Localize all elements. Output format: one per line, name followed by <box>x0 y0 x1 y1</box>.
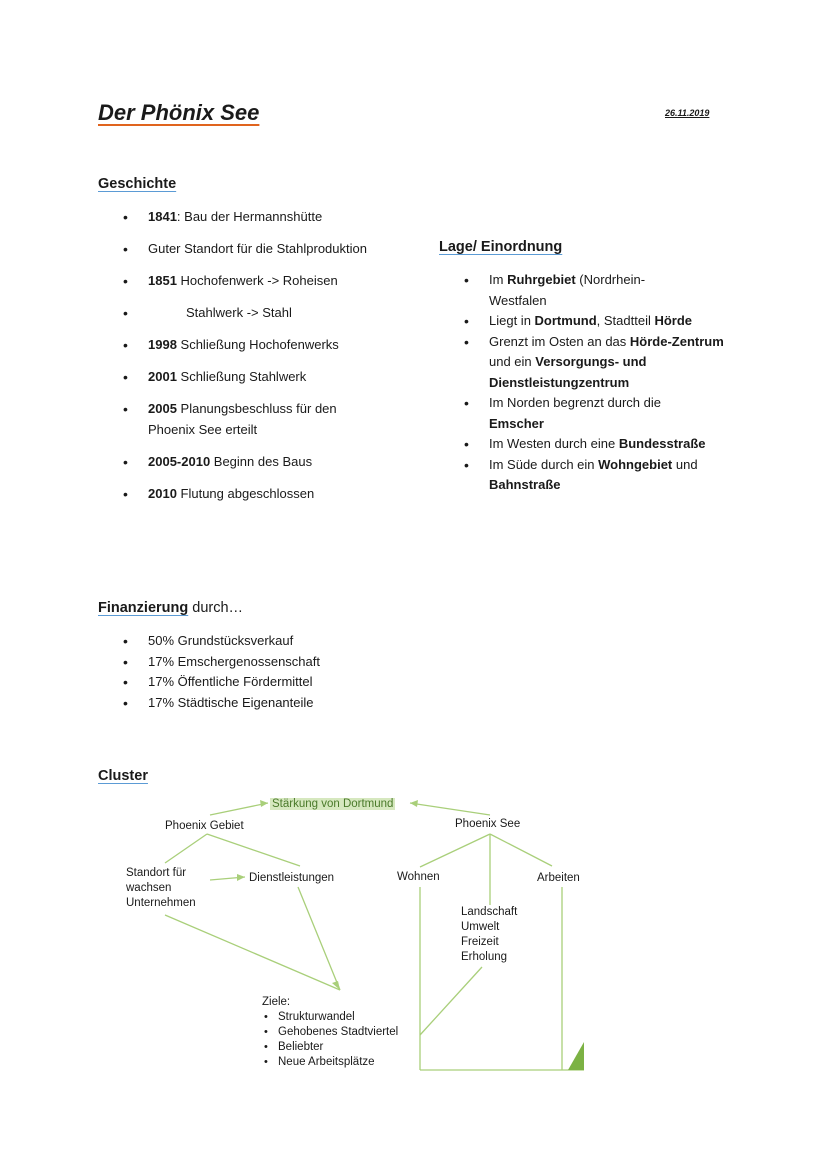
arrowhead <box>410 800 418 807</box>
edge-line <box>165 834 207 863</box>
section-heading-geschichte: Geschichte <box>98 176 177 192</box>
edge-line <box>207 834 300 866</box>
list-item: • 2005-2010 Beginn des Baus <box>148 452 408 473</box>
list-item: • 50% Grundstücksverkauf <box>148 631 448 652</box>
list-item: • Strukturwandel <box>262 1010 398 1025</box>
list-item: • Stahlwerk -> Stahl <box>148 303 408 324</box>
list-item: • Neue Arbeitsplätze <box>262 1055 398 1070</box>
arrowhead <box>237 874 245 881</box>
cluster-node-dienstleistungen: Dienstleistungen <box>249 872 335 884</box>
edge-line <box>490 834 552 866</box>
list-item: • Beliebter <box>262 1040 398 1055</box>
list-item: • 1851 Hochofenwerk -> Roheisen <box>148 271 408 292</box>
list-item: • Im Süde durch ein Wohngebiet und Bahnstraße <box>489 455 734 496</box>
list-item: • 17% Städtische Eigenanteile <box>148 693 448 714</box>
cluster-node-standort: Standort für wachsen Unternehmen <box>126 867 196 909</box>
section-heading-finanzierung: Finanzierung durch… <box>98 600 244 616</box>
list-item: • Im Norden begrenzt durch die Emscher <box>489 393 704 434</box>
cluster-node-ziele: Ziele: • Strukturwandel • Gehobenes Stadtviertel • Beliebter • Neue Arbeitsplätze <box>262 995 398 1070</box>
cluster-node-landschaft: Landschaft Umwelt Freizeit Erholung <box>461 906 518 963</box>
cluster-node-wohnen: Wohnen <box>397 871 440 883</box>
edge-line <box>420 967 482 1035</box>
list-item: • 17% Emschergenossenschaft <box>148 652 448 673</box>
list-item: • Gehobenes Stadtviertel <box>262 1025 398 1040</box>
list-item: • Im Ruhrgebiet (Nordrhein-Westfalen <box>489 270 674 311</box>
cluster-node-phoenix-see: Phoenix See <box>455 818 521 830</box>
list-item: • 2010 Flutung abgeschlossen <box>148 484 408 505</box>
list-item: • Im Westen durch eine Bundesstraße <box>489 434 739 455</box>
cluster-node-arbeiten: Arbeiten <box>537 872 580 884</box>
cluster-node-phoenix-gebiet: Phoenix Gebiet <box>165 820 244 832</box>
list-item: • 2005 Planungsbeschluss für den Phoenix See erteilt <box>148 399 363 440</box>
list-item: • Liegt in Dortmund, Stadtteil Hörde <box>489 311 739 332</box>
cluster-center-node: Stärkung von Dortmund <box>272 798 394 810</box>
arrowhead <box>260 800 268 807</box>
corner-triangle <box>568 1042 584 1070</box>
list-item: • 1841: Bau der Hermannshütte <box>148 207 408 228</box>
edge-line <box>410 803 490 815</box>
section-heading-cluster: Cluster <box>98 768 148 784</box>
edge-line <box>210 803 268 815</box>
section-heading-lage: Lage/ Einordnung <box>439 239 563 255</box>
page-title: Der Phönix See <box>98 100 260 125</box>
list-item: • 1998 Schließung Hochofenwerks <box>148 335 408 356</box>
list-item: • Grenzt im Osten an das Hörde-Zentrum und ein Versorgungs- und Dienstleistungzentrum <box>489 332 729 394</box>
list-item: • 17% Öffentliche Fördermittel <box>148 672 448 693</box>
list-item: • 2001 Schließung Stahlwerk <box>148 367 408 388</box>
document-date: 26.11.2019 <box>665 108 710 118</box>
list-item: • Guter Standort für die Stahlproduktion <box>148 239 408 260</box>
edge-line <box>420 834 490 867</box>
